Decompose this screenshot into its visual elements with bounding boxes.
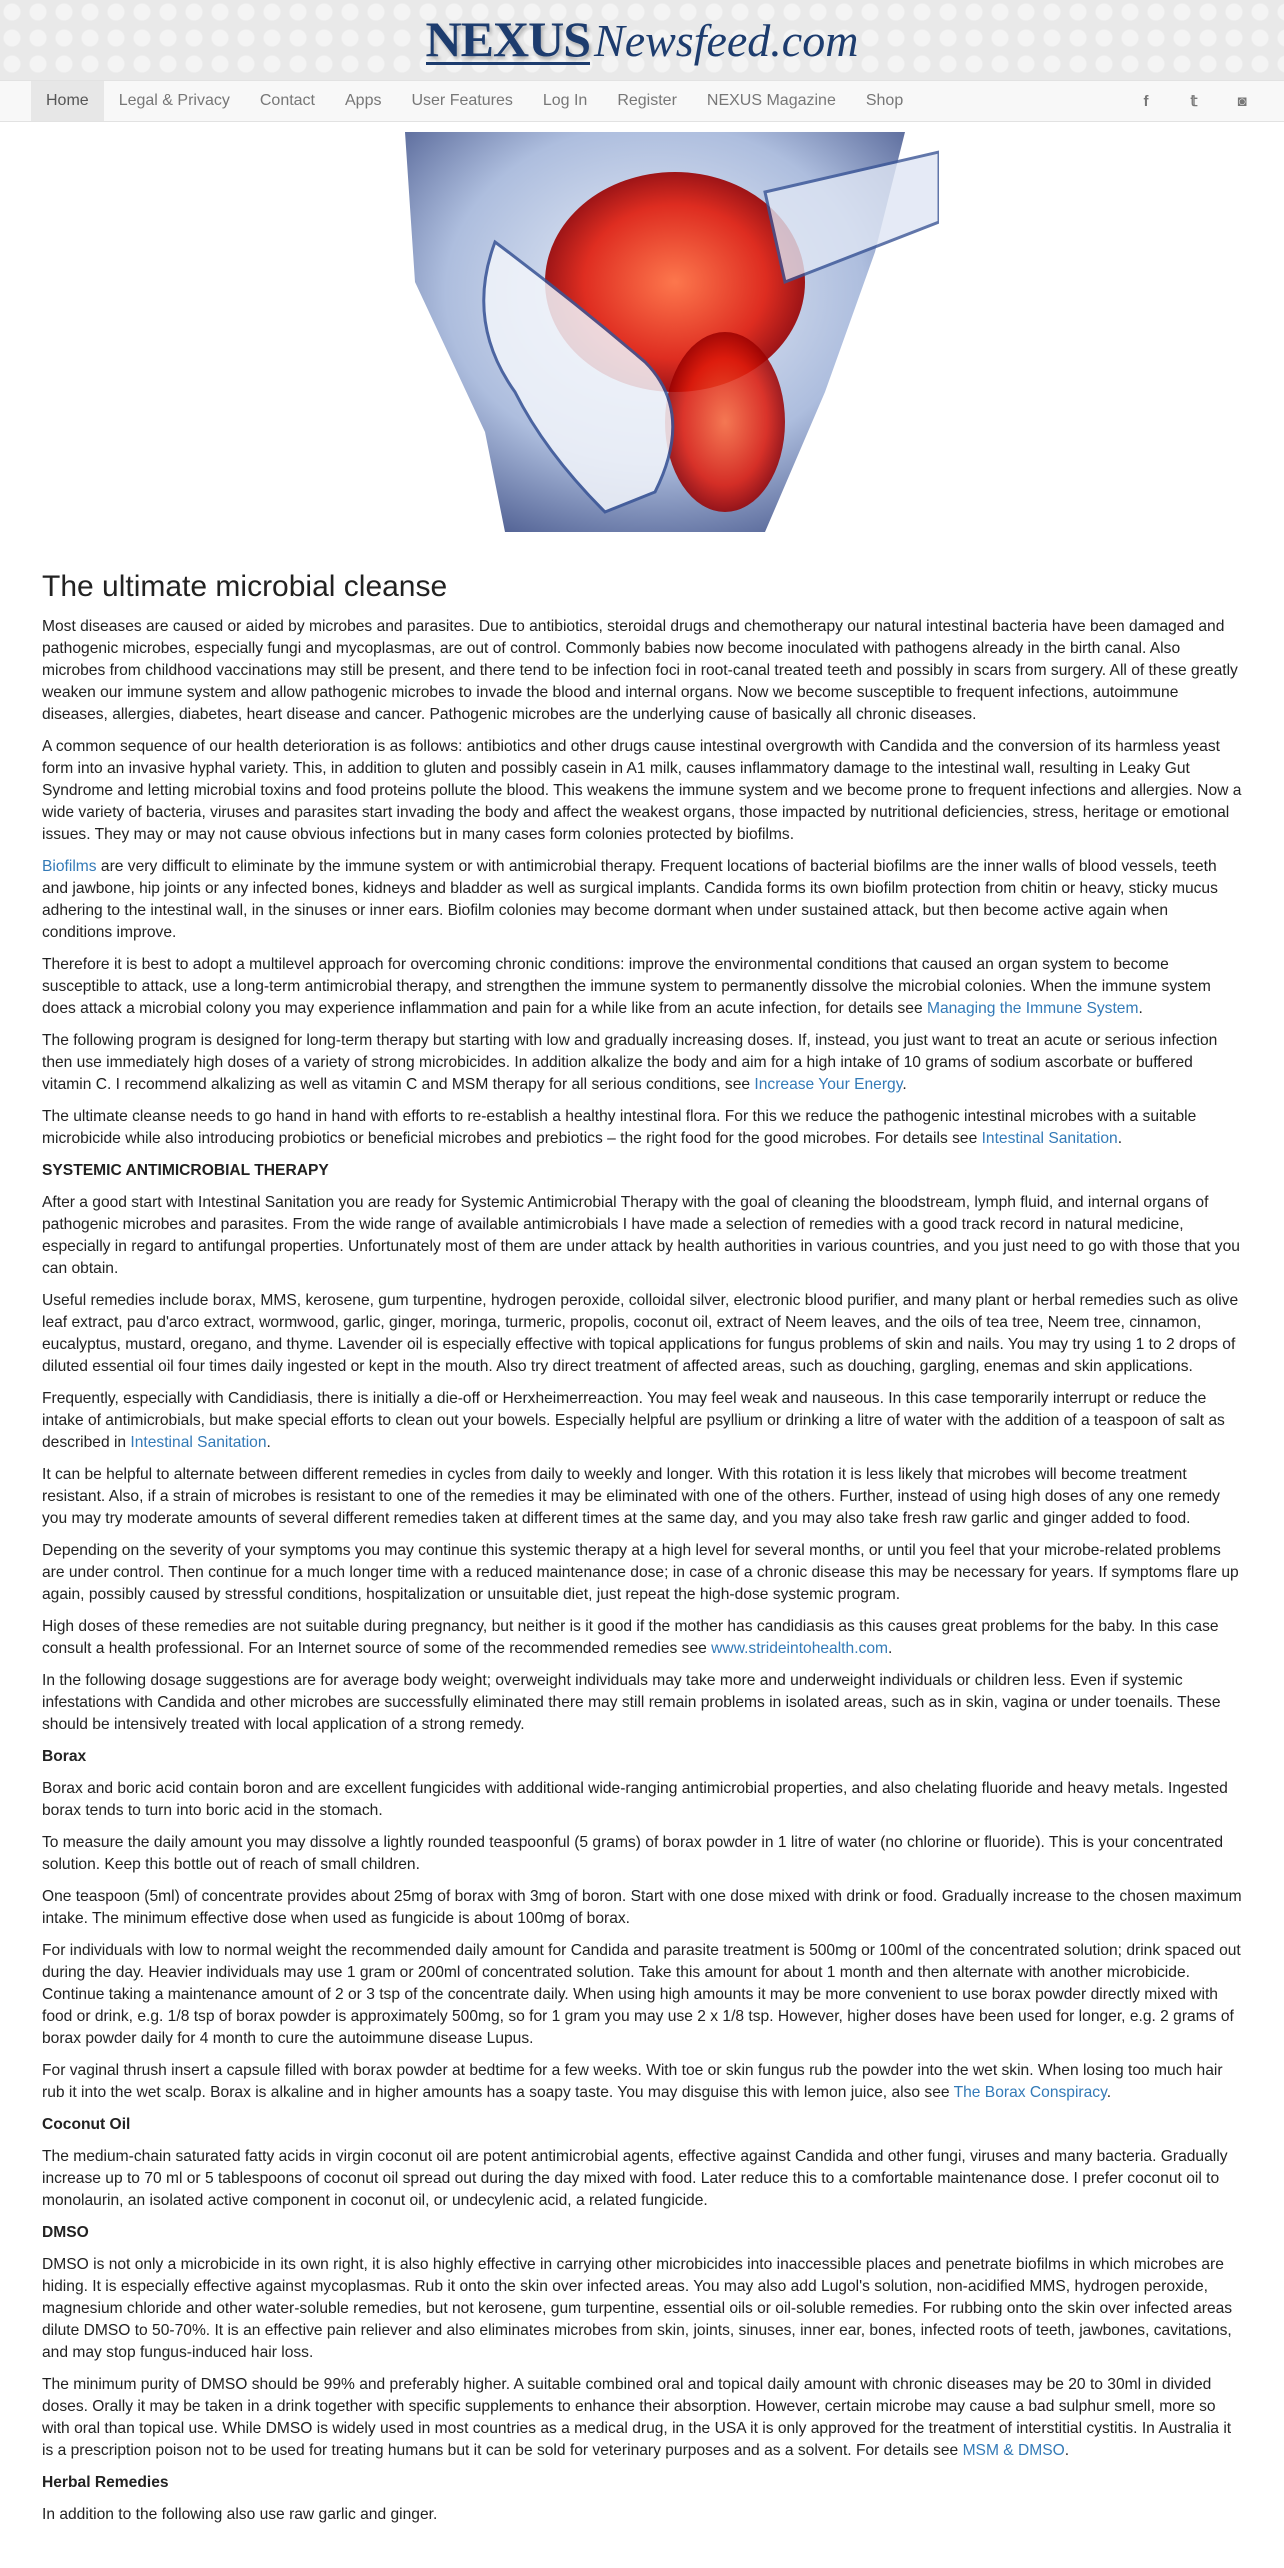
text: . xyxy=(887,1640,893,1657)
text: For vaginal thrush insert a capsule filled with borax powder at bedtime for a few weeks. With toe or skin fungus rub the powder into the wet skin. When losing too much hair rub it into the wet scalp. Borax is alkaline and in higher amounts has a soapy taste. You may disguise this with lemon juice, also see xyxy=(42,2062,1223,2101)
text: Borax xyxy=(42,1748,87,1765)
article-link[interactable]: Increase Your Energy xyxy=(754,1076,903,1093)
nav-item-apps[interactable]: Apps xyxy=(345,92,382,109)
paragraph xyxy=(42,616,1242,726)
text: Frequently, especially with Candidiasis, there is initially a die-off or Herxheimerreaction. You may feel weak and nauseous. In this case temporarily interrupt or reduce the intake of antimicrobials, but make special efforts to clean out your bowels. Especially helpful are psyllium or drinking a litre of water with the addition of a teaspoon of salt as described in xyxy=(42,1390,1225,1451)
paragraph xyxy=(42,736,1242,846)
text: Coconut Oil xyxy=(42,2116,131,2133)
article-link[interactable]: The Borax Conspiracy xyxy=(953,2084,1107,2101)
text: DMSO is not only a microbicide in its own right, it is also highly effective in carrying other microbicides into inaccessible places and penetrate biofilms in which microbes are hiding. It is especially effective against mycoplasmas. Rub it onto the skin over infected areas. You may also add Lugol's solution, non-acidified MMS, hydrogen peroxide, magnesium chloride and other water-soluble remedies, but not kerosene, gum turpentine, essential oils or oil-soluble remedies. For rubbing onto the skin over infected areas dilute DMSO to 50-70%. It is an effective pain reliever and also eliminates microbes from skin, joints, sinuses, inner ear, bones, infected roots of teeth, jawbones, cavitations, and may stop fungus-induced hair loss. xyxy=(42,2256,1233,2361)
text: Therefore it is best to adopt a multilevel approach for overcoming chronic conditions: improve the environmental conditions that caused an organ system to become susceptible to attack, use a long-term antimicrobial therapy, and strengthen the immune system to permanently dissolve the microbial colonies. When the immune system does attack a microbial colony you may experience inflammation and pain for a while like from an acute infection, for details see xyxy=(42,956,1211,1017)
text: Borax and boric acid contain boron and are excellent fungicides with additional wide-ranging antimicrobial properties, and also chelating fluoride and heavy metals. Ingested borax tends to turn into boric acid in the stomach. xyxy=(42,1780,1228,1819)
text: A common sequence of our health deterioration is as follows: antibiotics and other drugs cause intestinal overgrowth with Candida and the conversion of its harmless yeast form into an invasive hyphal variety. This, in addition to gluten and possibly casein in A1 milk, causes inflammatory damage to the intestinal wall, resulting in Leaky Gut Syndrome and letting microbial toxins and food proteins pollute the blood. This weakens the immune system and we become prone to frequent infections and allergies. Now a wide variety of bacteria, viruses and parasites start invading the body and affect the weakest organs, those impacted by nutritional deficiencies, stress, heritage or emotional issues. They may or may not cause obvious infections but in many cases form colonies protected by biofilms. xyxy=(42,738,1242,843)
section-heading xyxy=(42,1746,1242,1768)
paragraph xyxy=(42,954,1242,1020)
logo-script: Newsfeed.com xyxy=(594,14,859,66)
paragraph xyxy=(42,1192,1242,1280)
paragraph xyxy=(42,1106,1242,1150)
text: Depending on the severity of your symptoms you may continue this systemic therapy at a high level for several months, or until you feel that your microbe-related problems are under control. Then continue for a much longer time with a reduced maintenance dose; in case of a chronic disease this may be necessary for years. If symptoms flare up again, possibly caused by stressful conditions, hospitalization or unsuitable diet, just repeat the high-dose systemic program. xyxy=(42,1542,1239,1603)
text: Useful remedies include borax, MMS, kerosene, gum turpentine, hydrogen peroxide, colloidal silver, electronic blood purifier, and many plant or herbal remedies such as olive leaf extract, pau d'arco extract, wormwood, garlic, ginger, moringa, turmeric, propolis, coconut oil, extract of Neem leaves, and the oils of tea tree, Neem tree, cinnamon, eucalyptus, mustard, oregano, and thyme. Lavender oil is especially effective with topical applications for fungus problems of skin and nails. You may try using 1 to 2 drops of diluted essential oil four times daily ingested or kept in the mouth. Also try direct treatment of affected areas, such as douching, gargling, enemas and skin applications. xyxy=(42,1292,1239,1375)
paragraph xyxy=(42,1030,1242,1096)
article-link[interactable]: www.strideintohealth.com xyxy=(711,1640,888,1657)
section-heading xyxy=(42,1160,1242,1182)
text: The minimum purity of DMSO should be 99% and preferably higher. A suitable combined oral and topical daily amount with chronic diseases may be 20 to 30ml in divided doses. Orally it may be taken in a drink together with specific supplements to enhance their absorption. However, certain microbe may cause a bad sulphur smell, more so with oral than topical use. While DMSO is widely used in most countries as a medical drug, in the USA it is only approved for the treatment of interstitial cystitis. In Australia it is a prescription poison not to be used for treating humans but it can be sold for veterinary purposes and as a solvent. For details see xyxy=(42,2376,1232,2459)
text: It can be helpful to alternate between different remedies in cycles from daily to weekly and longer. With this rotation it is less likely that microbes will become treatment resistant. Also, if a strain of microbes is resistant to one of the remedies it may be eliminated with one of the others. Further, instead of using high doses of any one remedy you may try moderate amounts of several different remedies taken at different times at the same day, and you may also take fresh raw garlic and ginger added to food. xyxy=(42,1466,1220,1527)
paragraph xyxy=(42,1832,1242,1876)
paragraph xyxy=(42,2254,1242,2364)
nav-item-nexus-magazine[interactable]: NEXUS Magazine xyxy=(706,92,836,109)
text: To measure the daily amount you may dissolve a lightly rounded teaspoonful (5 grams) of borax powder in 1 litre of water (no chlorine or fluoride). This is your concentrated solution. Keep this bottle out of reach of small children. xyxy=(42,1834,1224,1873)
section-heading xyxy=(42,2222,1242,2244)
nav-item-legal-privacy[interactable]: Legal & Privacy xyxy=(118,92,230,109)
nav-item-contact[interactable]: Contact xyxy=(259,92,315,109)
rss-icon[interactable]: ◙ xyxy=(1237,92,1247,110)
paragraph xyxy=(42,1540,1242,1606)
paragraph xyxy=(42,1940,1242,2050)
text: After a good start with Intestinal Sanitation you are ready for Systemic Antimicrobial Therapy with the goal of cleaning the bloodstream, lymph fluid, and internal organs of pathogenic microbes and parasites. From the wide range of available antimicrobials I have made a selection of remedies with a good track record in natural medicine, especially in regard to antifungal properties. Unfortunately most of them are under attack by health authorities in various countries, and you just need to go with those that you can obtain. xyxy=(42,1194,1240,1277)
logo-bold: NEXUS xyxy=(425,10,591,67)
text: . xyxy=(1064,2442,1070,2459)
text: . xyxy=(1106,2084,1112,2101)
paragraph xyxy=(42,1616,1242,1660)
article-title: The ultimate microbial cleanse xyxy=(42,570,448,603)
text: Most diseases are caused or aided by microbes and parasites. Due to antibiotics, steroidal drugs and chemotherapy our natural intestinal bacteria have been damaged and pathogenic microbes, especially fungi and mycoplasmas, are out of control. Commonly babies now become inoculated with pathogens already in the birth canal. Also microbes from childhood vaccinations may still be present, and there tend to be infection foci in root-canal treated teeth and possibly in scars from surgery. All of these greatly weaken our immune system and allow pathogenic microbes to invade the blood and internal organs. Now we become susceptible to frequent infections, autoimmune diseases, allergies, diabetes, heart disease and cancer. Pathogenic microbes are the underlying cause of basically all chronic diseases. xyxy=(42,618,1238,723)
text: In the following dosage suggestions are for average body weight; overweight individuals may take more and underweight individuals or children less. Even if systemic infestations with Candida and other microbes are successfully eliminated there may still remain problems in isolated areas, such as in skin, vagina or under toenails. These should be intensively treated with local application of a strong remedy. xyxy=(42,1672,1221,1733)
social-links xyxy=(1122,81,1284,121)
article-body xyxy=(42,616,1242,2526)
text: SYSTEMIC ANTIMICROBIAL THERAPY xyxy=(42,1162,329,1179)
text: . xyxy=(1117,1130,1123,1147)
text: One teaspoon (5ml) of concentrate provides about 25mg of borax with 3mg of boron. Start with one dose mixed with drink or food. Gradually increase to the chosen maximum intake. The minimum effective dose when used as fungicide is about 100mg of borax. xyxy=(42,1888,1242,1927)
paragraph xyxy=(42,1778,1242,1822)
paragraph xyxy=(42,1886,1242,1930)
twitter-icon[interactable]: 𝕥 xyxy=(1190,93,1198,110)
text: . xyxy=(902,1076,907,1093)
nav-item-register[interactable]: Register xyxy=(617,92,677,109)
site-logo[interactable] xyxy=(425,10,859,67)
article-link[interactable]: Intestinal Sanitation xyxy=(981,1130,1118,1147)
paragraph xyxy=(42,2374,1242,2462)
article xyxy=(0,570,1284,2526)
article-hero-image xyxy=(345,132,939,532)
text: . xyxy=(266,1434,271,1451)
nav-item-user-features[interactable]: User Features xyxy=(411,92,513,109)
article-link[interactable]: Intestinal Sanitation xyxy=(130,1434,267,1451)
nav-item-shop[interactable]: Shop xyxy=(865,92,904,109)
paragraph xyxy=(42,2504,1242,2526)
text: High doses of these remedies are not suitable during pregnancy, but neither is it good if the mother has candidiasis as this causes great problems for the baby. In this case consult a health professional. For an Internet source of some of the recommended remedies see xyxy=(42,1618,1219,1657)
text: Herbal Remedies xyxy=(42,2474,169,2491)
nav-item-log-in[interactable]: Log In xyxy=(542,92,588,109)
text: For individuals with low to normal weight the recommended daily amount for Candida and parasite treatment is 500mg or 100ml of the concentrated solution; drink spaced out during the day. Heavier individuals may use 1 gram or 200ml of concentrated solution. Take this amount for about 1 month and then alternate with another microbicide. Continue taking a maintenance amount of 2 or 3 tsp of the concentrate daily. When using high amounts it may be more convenient to use borax powder directly mixed with food or drink, e.g. 1/8 tsp of borax powder is approximately 500mg, so for 1 gram you may use 2 x 1/8 tsp. However, higher doses have been used for longer, e.g. 2 grams of borax powder daily for 4 month to cure the autoimmune disease Lupus. xyxy=(42,1942,1241,2047)
section-heading xyxy=(42,2114,1242,2136)
site-header xyxy=(0,0,1284,80)
paragraph xyxy=(42,1464,1242,1530)
text: The following program is designed for long-term therapy but starting with low and gradually increasing doses. If, instead, you just want to treat an acute or serious infection then use immediately high doses of a variety of strong microbicides. In addition alkalize the body and aim for a high intake of 10 grams of sodium ascorbate or buffered vitamin C. I recommend alkalizing as well as vitamin C and MSM therapy for all serious conditions, see xyxy=(42,1032,1218,1093)
article-link[interactable]: Biofilms xyxy=(42,858,97,875)
text: In addition to the following also use raw garlic and ginger. xyxy=(42,2506,438,2523)
text: The ultimate cleanse needs to go hand in hand with efforts to re-establish a healthy intestinal flora. For this we reduce the pathogenic intestinal microbes with a suitable microbicide while also introducing probiotics or beneficial microbes and prebiotics – the right food for the good microbes. For details see xyxy=(42,1108,1197,1147)
paragraph xyxy=(42,2060,1242,2104)
article-link[interactable]: MSM & DMSO xyxy=(962,2442,1065,2459)
text: DMSO xyxy=(42,2224,89,2241)
main-nav xyxy=(0,80,1284,122)
text: . xyxy=(1138,1000,1143,1017)
text: are very difficult to eliminate by the immune system or with antimicrobial therapy. Frequent locations of bacterial biofilms are the inner walls of blood vessels, teeth and jawbone, hip joints or any infected bones, kidneys and bladder as well as surgical implants. Candida forms its own biofilm protection from chitin or heavy, sticky mucus adhering to the intestinal wall, in the sinuses or inner ears. Biofilm colonies may become dormant when under sustained attack, but then become active again when conditions improve. xyxy=(42,858,1218,941)
nav-item-home[interactable]: Home xyxy=(31,81,104,121)
facebook-icon[interactable]: f xyxy=(1143,92,1149,110)
paragraph xyxy=(42,1290,1242,1378)
paragraph xyxy=(42,1670,1242,1736)
article-link[interactable]: Managing the Immune System xyxy=(926,1000,1139,1017)
text: The medium-chain saturated fatty acids in virgin coconut oil are potent antimicrobial agents, effective against Candida and other fungi, viruses and many bacteria. Gradually increase up to 70 ml or 5 tablespoons of coconut oil spread out during the day mixed with food. Later reduce this to a comfortable maintenance dose. I prefer coconut oil to monolaurin, an isolated active component in coconut oil, or undecylenic acid, a related fungicide. xyxy=(42,2148,1228,2209)
section-heading xyxy=(42,2472,1242,2494)
paragraph xyxy=(42,2146,1242,2212)
paragraph xyxy=(42,1388,1242,1454)
paragraph xyxy=(42,856,1242,944)
